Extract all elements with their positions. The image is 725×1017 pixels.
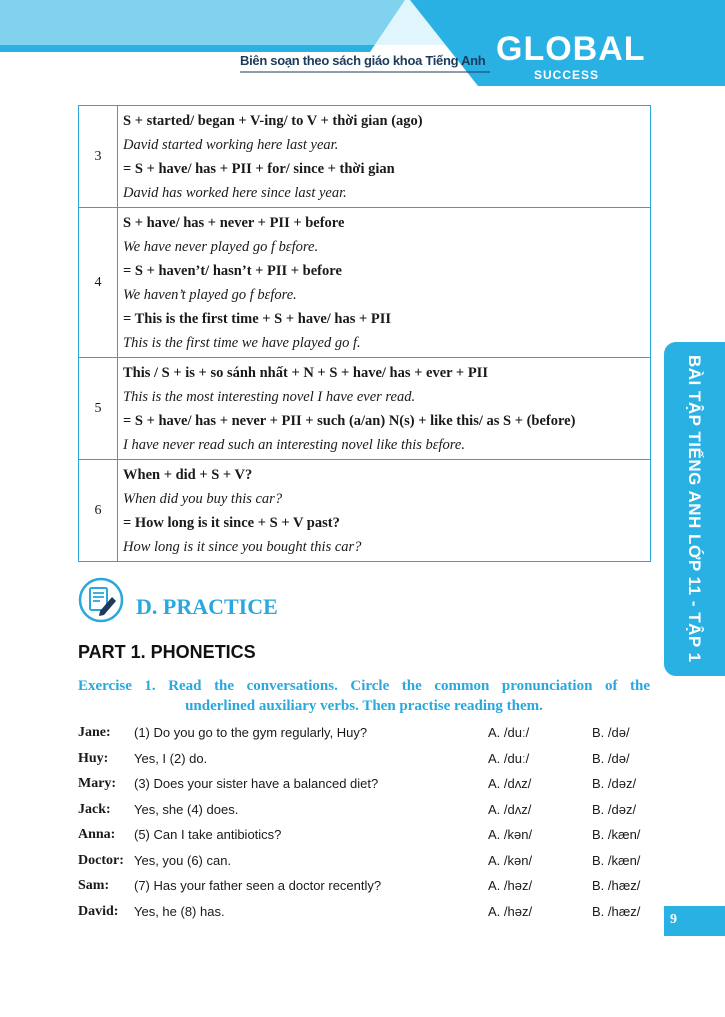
dialogue-line: (3) Does your sister have a balanced diet? [134,776,379,791]
example-sentence: David has worked here since last year. [123,185,347,201]
dialogue-line: (7) Has your father seen a doctor recently? [134,878,382,893]
speaker-name: Huy: [78,750,109,766]
option-a[interactable]: A. /duː/ [488,750,530,766]
exercise-instruction [78,676,650,716]
example-sentence: We have never played go f bɛfore. [123,239,319,255]
dialogue-row [78,878,678,898]
speaker-name: Mary: [78,776,117,791]
example-sentence: David started working here last year. [123,137,339,153]
formula-text: This / S + is + so sánh nhất + N + S + have/ has + ever + PII [123,365,488,381]
dialogue-line: Yes, he (8) has. [134,903,225,919]
formula-text: = S + have/ has + PII + for/ since + thời gian [123,161,395,177]
dialogue-row [78,725,678,745]
example-sentence: This is the first time we have played go f. [123,335,361,351]
side-tab-label: BÀI TẬP TIẾNG ANH LỚP 11 - TẬP 1 [685,355,704,663]
option-b[interactable]: B. /hæz/ [592,903,641,919]
row-number: 3 [79,106,118,208]
speaker-name: Jane: [78,725,111,740]
option-a[interactable]: A. /kən/ [488,827,533,842]
pencil-paper-icon [78,577,124,623]
dialogue-line: Yes, she (4) does. [134,801,239,817]
option-b[interactable]: B. /hæz/ [592,878,641,893]
dialogue-row [78,904,678,924]
dialogue-row [78,776,678,796]
option-b[interactable]: B. /kæn/ [592,852,641,868]
formula-text: = How long is it since + S + V past? [123,515,340,531]
option-a[interactable]: A. /həz/ [488,903,533,919]
formula-text: = S + haven’t/ hasn’t + PII + before [123,263,342,279]
example-sentence: How long is it since you bought this car? [123,539,362,555]
speaker-name: Anna: [78,827,116,842]
option-a[interactable]: A. /dʌz/ [488,801,532,817]
row-content [118,208,651,358]
dialogue-row [78,751,678,771]
section-title: D. PRACTICE [136,594,278,619]
grammar-row [79,358,651,460]
row-number: 6 [79,460,118,562]
option-b[interactable]: B. /kæn/ [592,827,641,842]
dialogue-row [78,853,678,873]
exercise-line-1: Exercise 1. Read the conversations. Circle the common pronunciation of the [78,678,650,694]
row-number: 4 [79,208,118,358]
formula-text: When + did + S + V? [123,467,253,483]
option-b[interactable]: B. /dəz/ [592,776,637,791]
row-number: 5 [79,358,118,460]
dialogue-line: (1) Do you go to the gym regularly, Huy? [134,725,368,740]
formula-text: = This is the first time + S + have/ has + PII [123,311,392,327]
row-content [118,460,651,562]
grammar-row [79,106,651,208]
option-b[interactable]: B. /də/ [592,725,630,740]
grammar-table [78,105,651,562]
dialogue-line: (5) Can I take antibiotics? [134,827,282,842]
option-a[interactable]: A. /dʌz/ [488,776,532,791]
example-sentence: This is the most interesting novel I have ever read. [123,389,416,405]
formula-text: S + have/ has + never + PII + before [123,215,345,231]
header-subtitle: Biên soạn theo sách giáo khoa Tiếng Anh [240,53,486,68]
brand-logo-text: GLOBAL [496,30,646,68]
option-b[interactable]: B. /də/ [592,750,630,766]
grammar-row [79,460,651,562]
dialogue-line: Yes, I (2) do. [134,750,208,766]
example-sentence: When did you buy this car? [123,491,283,507]
part-title: PART 1. PHONETICS [78,642,256,662]
option-a[interactable]: A. /həz/ [488,878,533,893]
formula-text: = S + have/ has + never + PII + such (a/an) N(s) + like this/ as S + (before) [123,413,576,429]
page-number: 9 [670,912,677,927]
brand-logo-subtext: SUCCESS [534,68,600,82]
speaker-name: Sam: [78,878,110,893]
grammar-row [79,208,651,358]
option-b[interactable]: B. /dəz/ [592,801,637,817]
speaker-name: Jack: [78,801,111,817]
row-content [118,358,651,460]
example-sentence: I have never read such an interesting novel like this bɛfore. [123,437,465,453]
exercise-line-2: underlined auxiliary verbs. Then practise reading them. [185,698,543,714]
example-sentence: We haven’t played go f bɛfore. [123,287,297,303]
dialogue-row [78,802,678,822]
option-a[interactable]: A. /kən/ [488,852,533,868]
dialogue-row [78,827,678,847]
row-content [118,106,651,208]
option-a[interactable]: A. /duː/ [488,725,530,740]
speaker-name: David: [78,903,119,919]
speaker-name: Doctor: [78,852,124,868]
dialogue-line: Yes, you (6) can. [134,852,232,868]
formula-text: S + started/ began + V-ing/ to V + thời gian (ago) [123,113,423,129]
